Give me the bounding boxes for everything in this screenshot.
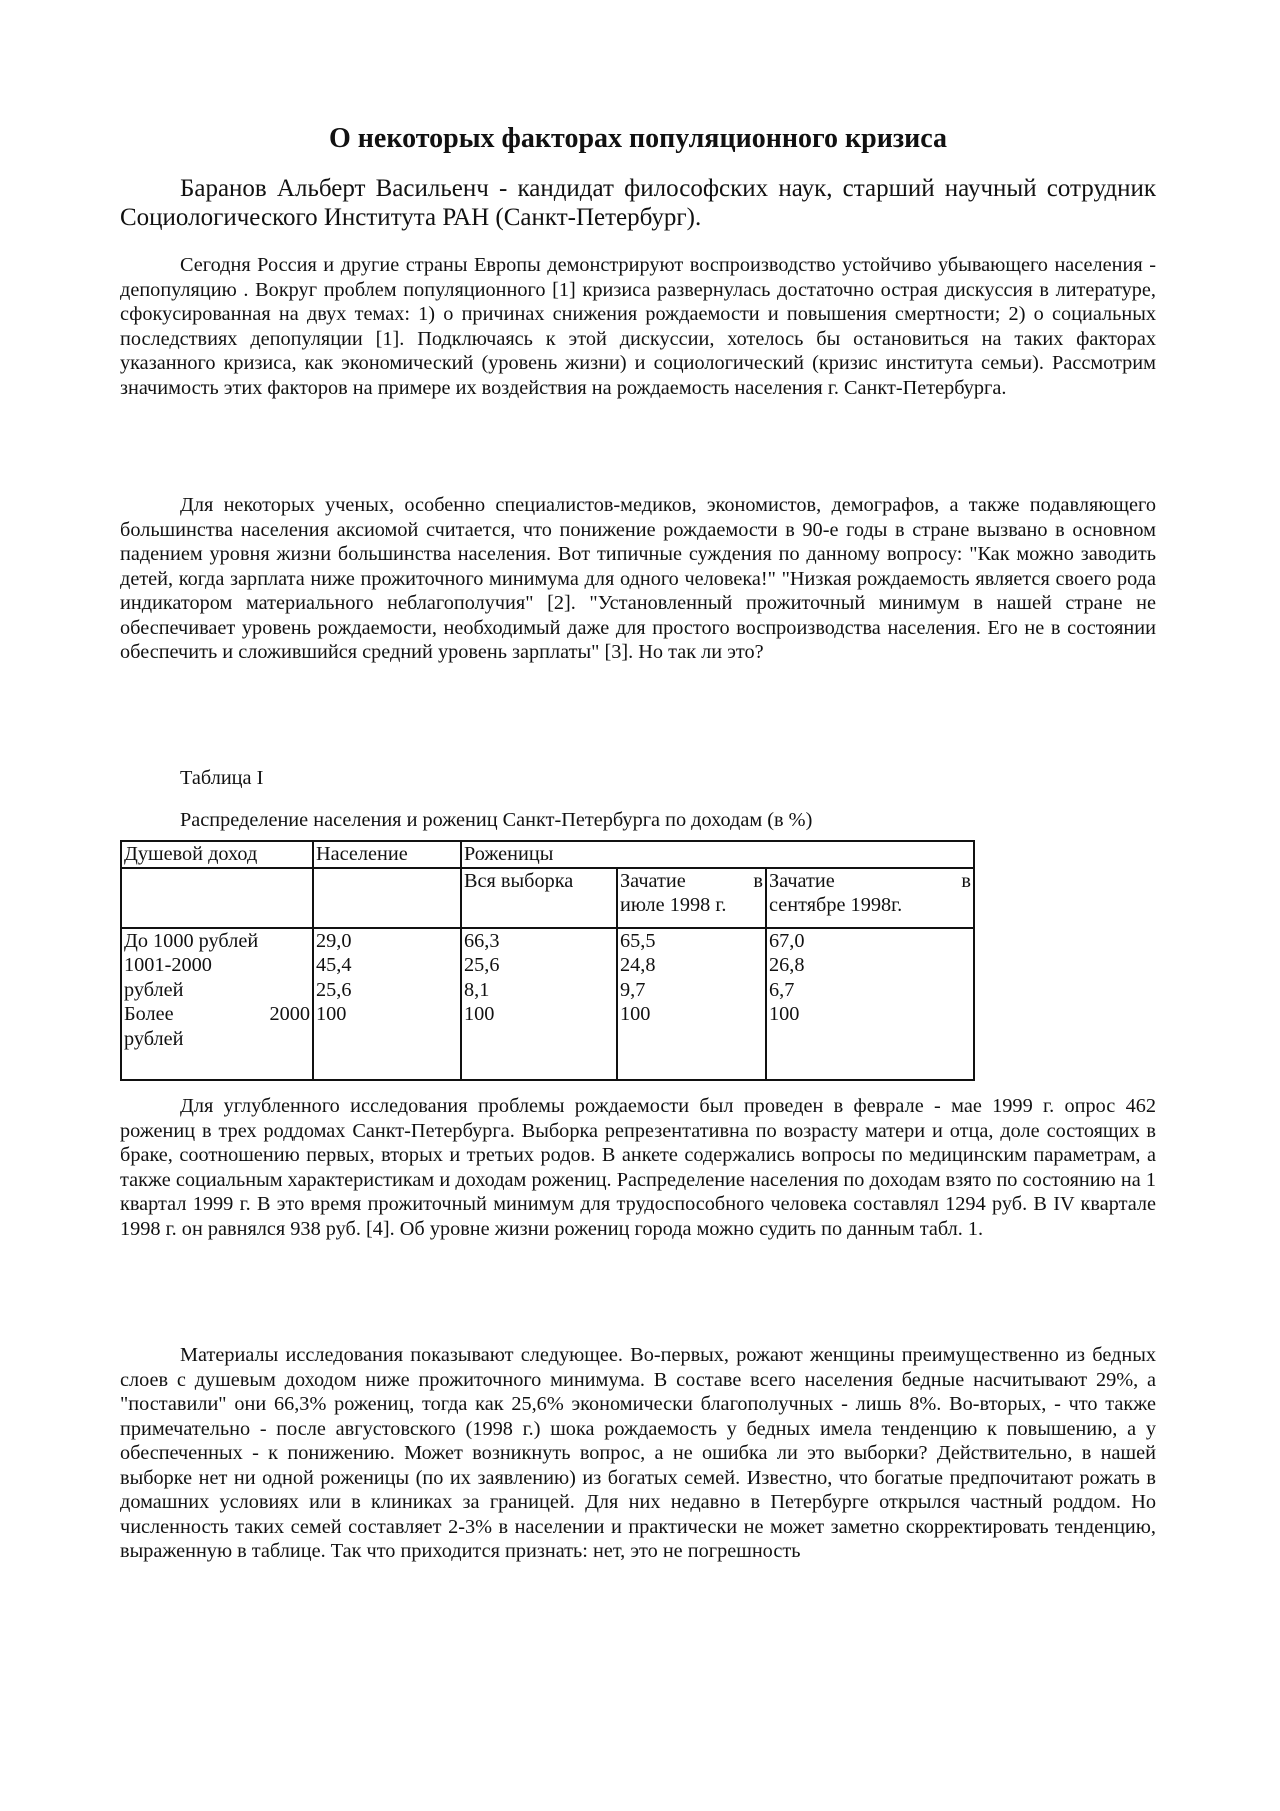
header-population: Население	[313, 841, 461, 868]
paragraph-1: Сегодня Россия и другие страны Европы демонстрируют воспроизводство устойчиво убывающего населения - депопуляцию . Вокруг проблем популяционного [1] кризиса развернулась достаточно острая дискуссия в литературе, сфокусированная на двух темах: 1) о причинах снижения рождаемости и повышения смертности; 2) о социальных последствиях депопуляции [1]. Подключаясь к этой дискуссии, хотелось бы остановиться на таких факторах указанного кризиса, как экономический (уровень жизни) и социологический (кризис института семьи). Рассмотрим значимость этих факторов на примере их воздействия на рождаемость населения г. Санкт-Петербурга.	[120, 254, 1156, 399]
income-line: рублей	[124, 978, 184, 1001]
subheader-sept-prep: в	[961, 869, 971, 892]
table-subheader-row	[121, 868, 974, 928]
subheader-empty-1	[121, 868, 313, 928]
table-data-row	[121, 928, 974, 1080]
value: 24,8	[620, 954, 656, 976]
population-cell	[313, 928, 461, 1080]
income-line: 1001-2000	[124, 954, 212, 976]
header-income: Душевой доход	[121, 841, 313, 868]
subheader-sept-date: сентябре 1998г.	[769, 894, 903, 916]
subheader-sept	[766, 868, 974, 928]
income-line: рублей	[124, 1027, 184, 1050]
value: 100	[464, 1003, 495, 1025]
table-caption: Распределение населения и рожениц Санкт-Петербурга по доходам (в %)	[180, 809, 813, 831]
value: 65,5	[620, 929, 656, 952]
value: 67,0	[769, 929, 805, 952]
table-header-row	[121, 841, 974, 868]
income-line: 2000	[269, 1003, 310, 1025]
table-label: Таблица I	[180, 767, 264, 789]
value: 100	[316, 1003, 347, 1025]
value: 45,4	[316, 954, 352, 976]
income-cell	[121, 928, 313, 1080]
subheader-empty-2	[313, 868, 461, 928]
subheader-july-prep: в	[753, 869, 763, 892]
value: 26,8	[769, 954, 805, 976]
value: 25,6	[316, 978, 352, 1001]
value: 9,7	[620, 978, 646, 1001]
subheader-sept-word: Зачатие	[769, 869, 835, 892]
paragraph-3: Для углубленного исследования проблемы рождаемости был проведен в феврале - мае 1999 г. опрос 462 рожениц в трех роддомах Санкт-Петербурга. Выборка репрезентативна по возрасту матери и отца, доле состоящих в браке, соотношению первых, вторых и третьих родов. В анкете содержались вопросы по медицинским параметрам, а также социальным характеристикам и доходам рожениц. Распределение населения по доходам взято по состоянию на 1 квартал 1999 г. В это время прожиточный минимум для трудоспособного человека составлял 1294 руб. В IV квартале 1998 г. он равнялся 938 руб. [4]. Об уровне жизни рожениц города можно судить по данным табл. 1.	[120, 1095, 1156, 1240]
author-line: Баранов Альберт Васильенч - кандидат философских наук, старший научный сотрудник Социологического Института РАН (Санкт-Петербург).	[120, 175, 1156, 231]
all-sample-cell	[461, 928, 617, 1080]
subheader-july-date: июле 1998 г.	[620, 894, 727, 916]
income-line: Более	[124, 1003, 174, 1025]
income-line: До 1000 рублей	[124, 929, 259, 952]
subheader-july-word: Зачатие	[620, 869, 686, 892]
value: 100	[620, 1003, 651, 1025]
subheader-july	[617, 868, 766, 928]
value: 100	[769, 1003, 800, 1025]
value: 25,6	[464, 954, 500, 976]
value: 8,1	[464, 978, 490, 1001]
paragraph-2: Для некоторых ученых, особенно специалистов-медиков, экономистов, демографов, а также подавляющего большинства населения аксиомой считается, что понижение рождаемости в 90-е годы в стране вызвано в основном падением уровня жизни большинства населения. Вот типичные суждения по данному вопросу: "Как можно заводить детей, когда зарплата ниже прожиточного минимума для одного человека!" "Низкая рождаемость является своего рода индикатором материального неблагополучия" [2]. "Установленный прожиточный минимум в нашей стране не обеспечивает уровень рождаемости, необходимый даже для простого воспроизводства населения. Его не в состоянии обеспечить и сложившийся средний уровень зарплаты" [3]. Но так ли это?	[120, 494, 1156, 663]
value: 66,3	[464, 929, 500, 952]
page-title: О некоторых факторах популяционного кризиса	[329, 123, 947, 154]
value: 29,0	[316, 929, 352, 952]
subheader-all-sample: Вся выборка	[461, 868, 617, 928]
header-mothers: Роженицы	[461, 841, 974, 868]
sept-cell	[766, 928, 974, 1080]
income-table	[120, 840, 975, 1081]
value: 6,7	[769, 978, 795, 1001]
july-cell	[617, 928, 766, 1080]
paragraph-4: Материалы исследования показывают следующее. Во-первых, рожают женщины преимущественно из бедных слоев с душевым доходом ниже прожиточного минимума. В составе всего населения бедные насчитывают 29%, а "поставили" они 66,3% рожениц, тогда как 25,6% экономически благополучных - лишь 8%. Во-вторых, - что также примечательно - после августовского (1998 г.) шока рождаемость у бедных имела тенденцию к повышению, а у обеспеченных - к понижению. Может возникнуть вопрос, а не ошибка ли это выборки? Действительно, в нашей выборке нет ни одной роженицы (по их заявлению) из богатых семей. Известно, что богатые предпочитают рожать в домашних условиях или в клиниках за границей. Для них недавно в Петербурге открылся частный роддом. Но численность таких семей составляет 2-3% в населении и практически не может заметно скорректировать тенденцию, выраженную в таблице. Так что приходится признать: нет, это не погрешность	[120, 1344, 1156, 1562]
